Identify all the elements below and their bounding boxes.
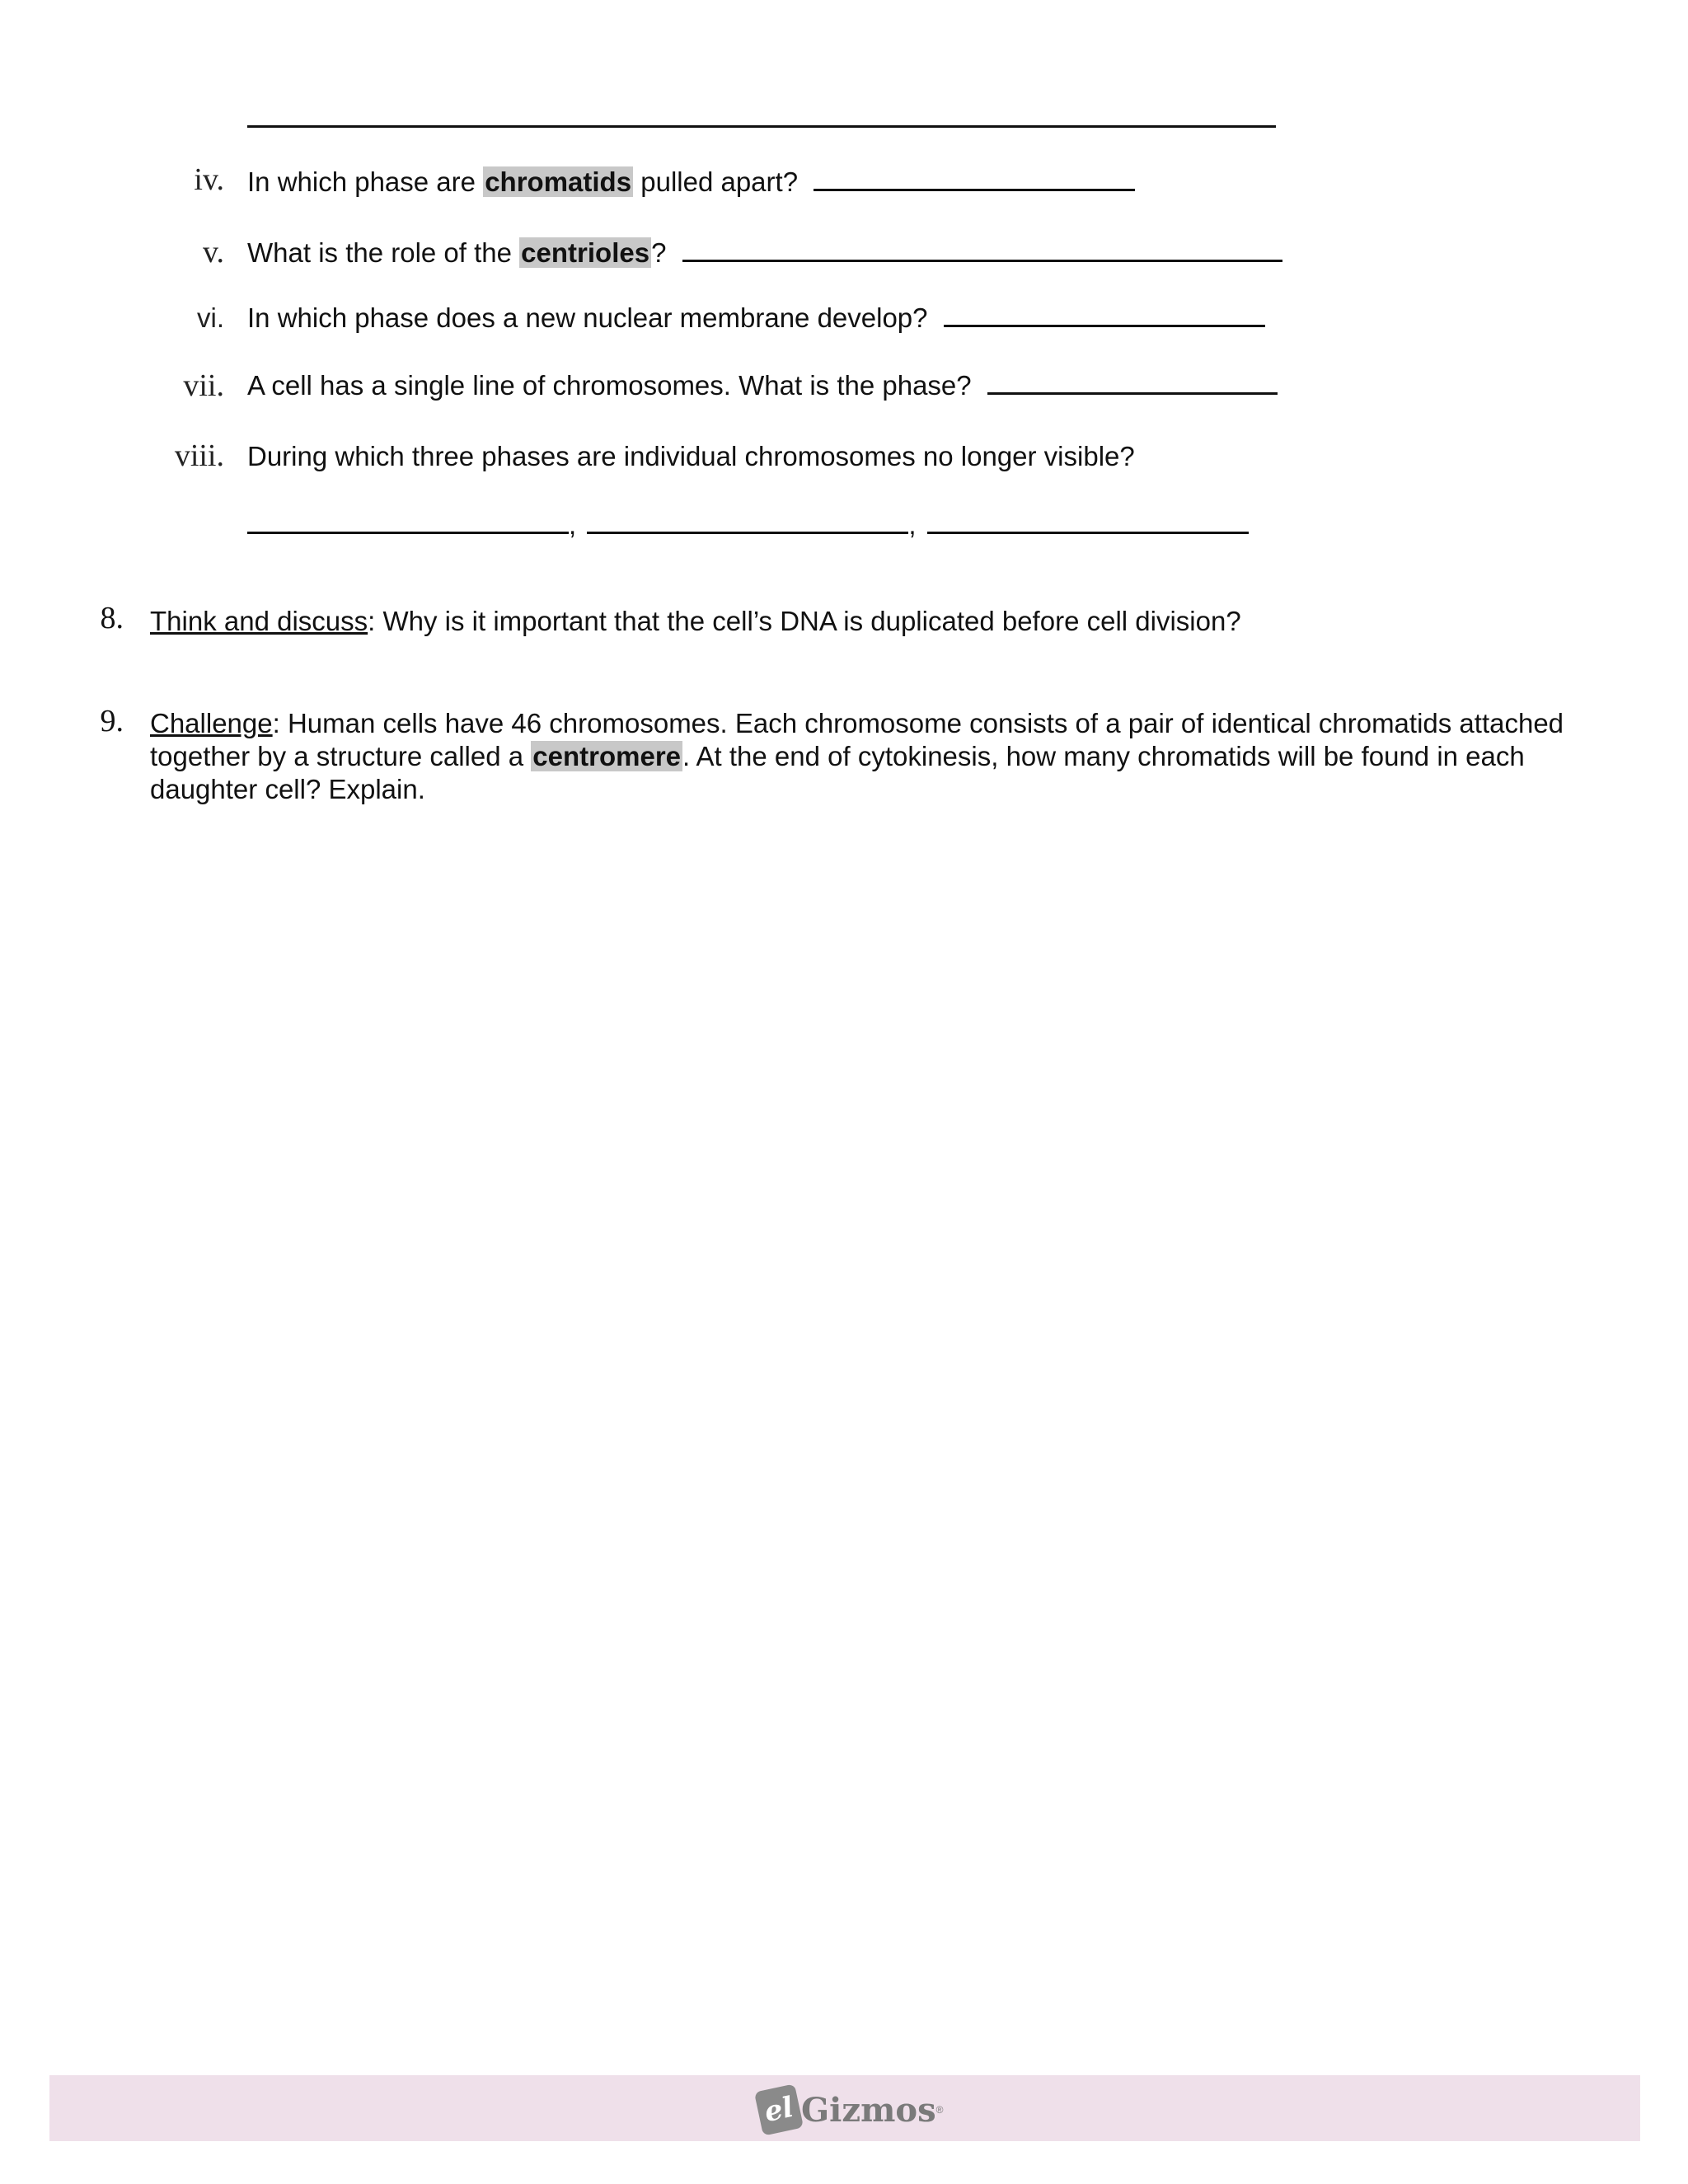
separator-comma: ,	[908, 509, 917, 540]
question-viii-text: During which three phases are individual chromosomes no longer visible?	[247, 441, 1135, 471]
term-centrioles: centrioles	[521, 237, 650, 268]
answer-blank-vi[interactable]	[944, 324, 1265, 327]
question-vii	[247, 369, 1278, 402]
question-9-line-1	[150, 707, 1617, 740]
question-v	[247, 237, 1282, 269]
question-9	[150, 707, 1617, 806]
question-v-text-pre: What is the role of the	[247, 237, 512, 268]
trademark-symbol: ®	[935, 2104, 944, 2116]
question-9-text-1: : Human cells have 46 chromosomes. Each chromosome consists of a pair of identical chromatids attached	[272, 708, 1564, 738]
separator-comma: ,	[569, 509, 577, 540]
answer-blank-v[interactable]	[682, 259, 1282, 262]
gizmos-logo	[758, 2085, 943, 2135]
question-vi-text: In which phase does a new nuclear membrane develop?	[247, 302, 928, 333]
answer-blank-viii-3[interactable]	[927, 531, 1249, 534]
question-8-label: Think and discuss	[150, 606, 368, 636]
gizmos-logo-text: Gizmos	[801, 2090, 936, 2130]
term-chromatids: chromatids	[485, 166, 632, 197]
question-number-8: 8.	[100, 601, 124, 635]
answer-blank-viii-2[interactable]	[587, 531, 908, 534]
question-number-vii: vii.	[183, 368, 224, 403]
question-number-vi: vi.	[197, 302, 224, 333]
question-number-9: 9.	[100, 704, 124, 738]
question-8-text: : Why is it important that the cell’s DNA is duplicated before cell division?	[368, 606, 1241, 636]
answer-line-top	[247, 125, 1276, 128]
question-9-text-2-pre: together by a structure called a	[150, 741, 524, 771]
question-vii-text: A cell has a single line of chromosomes. What is the phase?	[247, 370, 972, 401]
term-centromere: centromere	[532, 741, 682, 771]
question-9-text-2-post: . At the end of cytokinesis, how many chromatids will be found in each	[682, 741, 1525, 771]
answer-blank-viii-1[interactable]	[247, 531, 569, 534]
question-vi	[247, 302, 1265, 335]
question-iv	[247, 166, 1135, 199]
question-8	[150, 605, 1584, 638]
question-number-viii: viii.	[174, 438, 224, 473]
question-iv-text-post: pulled apart?	[640, 166, 799, 197]
question-iv-text-pre: In which phase are	[247, 166, 476, 197]
question-v-text-post: ?	[651, 237, 667, 268]
question-9-label: Challenge	[150, 708, 273, 738]
question-viii	[247, 440, 1135, 473]
question-number-iv: iv.	[194, 162, 224, 197]
gizmos-logo-icon: el	[754, 2083, 804, 2135]
answer-blank-vii[interactable]	[987, 391, 1278, 395]
question-9-line-3: daughter cell? Explain.	[150, 774, 425, 804]
question-number-v: v.	[202, 235, 224, 269]
answer-blank-iv[interactable]	[814, 188, 1135, 191]
question-9-line-2	[150, 740, 1617, 773]
answer-blanks-viii	[247, 509, 1249, 541]
